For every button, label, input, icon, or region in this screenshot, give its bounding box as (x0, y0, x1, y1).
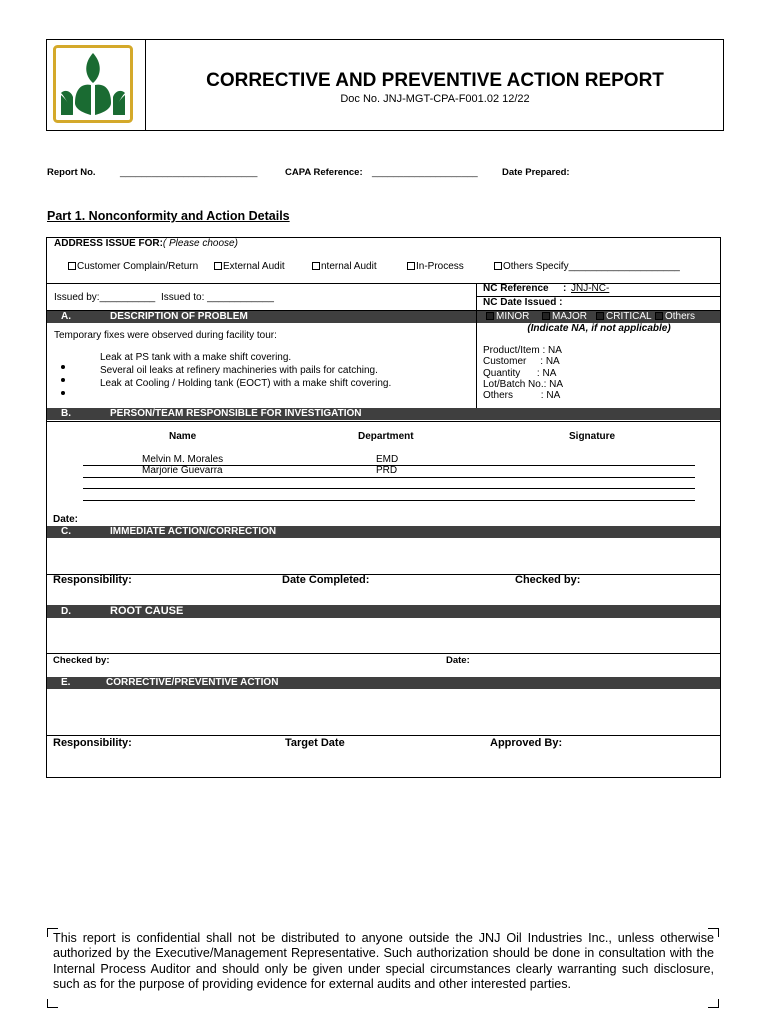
nc-details (483, 345, 563, 401)
section-b-date-label: Date: (53, 514, 79, 525)
c-responsibility-label: Responsibility: (53, 574, 132, 586)
leaf-logo-icon (53, 45, 133, 123)
signature-line (83, 488, 695, 489)
divider (46, 735, 721, 736)
d-checked-by-label: Checked by: (53, 655, 110, 666)
e-responsibility-label: Responsibility: (53, 737, 132, 749)
c-date-completed-label: Date Completed: (282, 574, 370, 586)
e-target-date-label: Target Date (285, 737, 345, 749)
problem-bullet: Several oil leaks at refinery machineries with pails for catching. (100, 365, 378, 376)
section-a-bar (47, 311, 476, 323)
divider (46, 574, 721, 575)
option-customer-complain[interactable]: Customer Complain/Return (68, 261, 198, 272)
col-department: Department (358, 431, 414, 442)
section-e-letter: E. (61, 677, 71, 688)
issued-to-field[interactable]: Issued to: ____________ (161, 292, 274, 303)
option-internal-audit[interactable]: nternal Audit (312, 261, 377, 272)
team-member-dept: EMD (376, 454, 399, 465)
address-issue-title: ADDRESS ISSUE FOR: (54, 238, 163, 249)
date-prepared-label: Date Prepared: (502, 167, 570, 178)
report-no-field[interactable]: __________________________ (120, 167, 258, 178)
section-c-letter: C. (61, 526, 71, 537)
checkbox-icon[interactable] (68, 262, 76, 270)
nc-detail-row: Others : NA (483, 390, 561, 402)
option-others-specify[interactable]: Others Specify____________________ (494, 261, 680, 272)
problem-bullet: Leak at PS tank with a make shift covering. (100, 352, 292, 363)
doc-number: Doc No. JNJ-MGT-CPA-F001.02 12/22 (340, 93, 530, 105)
c-checked-by-label: Checked by: (515, 574, 581, 586)
capa-reference-field[interactable]: ____________________ (372, 167, 478, 178)
nc-reference-label: NC Reference (483, 283, 549, 294)
divider (46, 283, 721, 284)
nc-date-issued-label: NC Date Issued : (483, 297, 563, 308)
checkbox-icon[interactable] (312, 262, 320, 270)
signature-line (83, 500, 695, 501)
checkbox-icon[interactable] (486, 312, 494, 320)
confidentiality-notice: This report is confidential shall not be distributed to anyone outside the JNJ Oil Industries Inc., unless otherwise authorized by the Executive/Management Representative. Such authorization should be done in consultation with the Internal Process Auditor and should only be given under special circumstances clearly warranting such disclosure, such as for the purpose of providing evidence for external audits and other interested parties. (53, 931, 714, 991)
option-in-process[interactable]: In-Process (407, 261, 464, 272)
nc-detail-row: Quantity : NA (483, 367, 557, 379)
section-d-title: ROOT CAUSE (110, 605, 184, 617)
col-signature: Signature (569, 431, 616, 442)
e-approved-by-label: Approved By: (490, 737, 563, 749)
section-b-bar (47, 408, 720, 420)
problem-bullet: Leak at Cooling / Holding tank (EOCT) with a make shift covering. (100, 378, 392, 389)
severity-critical[interactable]: CRITICAL (596, 311, 652, 323)
checkbox-icon[interactable] (407, 262, 415, 270)
nc-reference-sep: : (563, 283, 567, 294)
immediate-action-field[interactable] (47, 539, 720, 574)
col-name: Name (169, 431, 197, 442)
divider (46, 653, 721, 654)
signature-line (83, 477, 695, 478)
report-no-label: Report No. (47, 167, 96, 178)
divider (46, 421, 721, 422)
na-hint: (Indicate NA, if not applicable) (527, 323, 671, 334)
severity-major[interactable]: MAJOR (542, 311, 587, 323)
checkbox-icon[interactable] (214, 262, 222, 270)
part1-title: Part 1. Nonconformity and Action Details (47, 209, 290, 223)
nc-detail-row: Lot/Batch No.: NA (483, 378, 564, 390)
section-b-title: PERSON/TEAM RESPONSIBLE FOR INVESTIGATION (110, 408, 362, 419)
team-member-name: Melvin M. Morales (142, 454, 224, 465)
section-e-bar (47, 677, 720, 689)
address-issue-hint: ( Please choose) (162, 238, 238, 249)
team-member-name: Marjorie Guevarra (142, 465, 223, 476)
section-c-title: IMMEDIATE ACTION/CORRECTION (110, 526, 277, 537)
section-b-letter: B. (61, 408, 71, 419)
section-a-title: DESCRIPTION OF PROBLEM (110, 311, 248, 322)
nc-divider (476, 283, 477, 408)
checkbox-icon[interactable] (542, 312, 550, 320)
severity-bar (477, 311, 720, 323)
checkbox-icon[interactable] (596, 312, 604, 320)
nc-detail-row: Customer : NA (483, 356, 560, 368)
page-title: CORRECTIVE AND PREVENTIVE ACTION REPORT (206, 70, 664, 91)
option-external-audit[interactable]: External Audit (214, 261, 285, 272)
bullet-icon (61, 382, 65, 400)
section-d-bar (47, 605, 720, 618)
section-d-letter: D. (61, 606, 71, 617)
severity-others[interactable]: Others (655, 311, 695, 323)
d-date-label: Date: (446, 655, 470, 666)
corrective-action-field[interactable] (47, 690, 720, 735)
nc-detail-row: Product/Item : NA (483, 345, 562, 356)
root-cause-field[interactable] (47, 619, 720, 653)
checkbox-icon[interactable] (494, 262, 502, 270)
team-member-dept: PRD (376, 465, 398, 476)
checkbox-icon[interactable] (655, 312, 663, 320)
section-c-bar (47, 526, 720, 538)
issued-by-field[interactable]: Issued by:__________ (54, 292, 156, 303)
capa-reference-label: CAPA Reference: (285, 167, 363, 178)
nc-reference-value[interactable]: JNJ-NC- (571, 283, 610, 294)
section-a-letter: A. (61, 311, 71, 322)
address-issue-label (54, 238, 238, 249)
problem-intro: Temporary fixes were observed during facility tour: (54, 330, 277, 341)
severity-minor[interactable]: MINOR (486, 311, 529, 323)
section-e-title: CORRECTIVE/PREVENTIVE ACTION (106, 677, 279, 688)
